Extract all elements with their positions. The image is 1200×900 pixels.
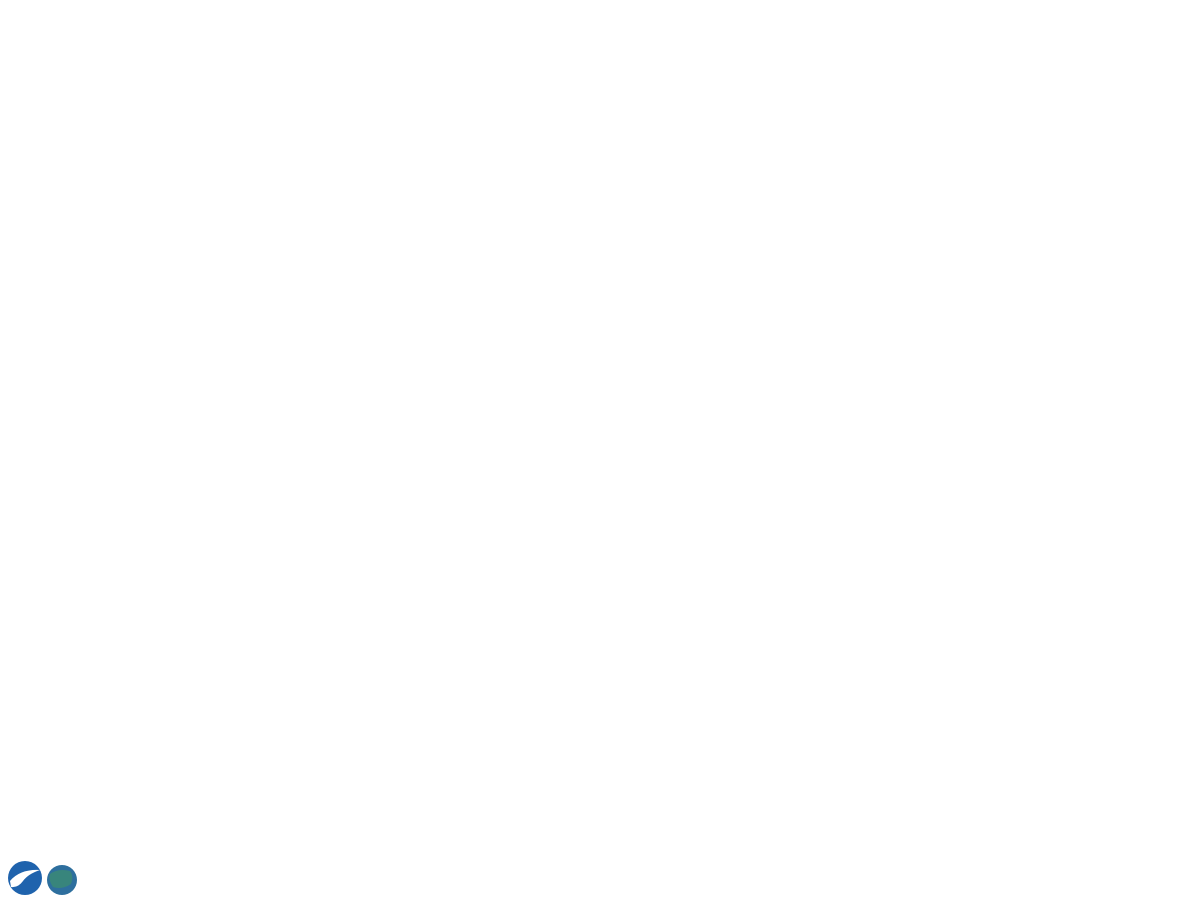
cira-logo-icon <box>44 858 204 900</box>
noaa-logo-icon <box>6 859 46 899</box>
agency-logos <box>6 858 206 900</box>
